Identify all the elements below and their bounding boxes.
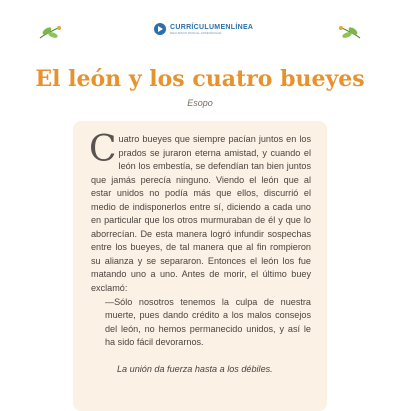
story-paragraph bbox=[89, 129, 311, 296]
drop-cap: C bbox=[89, 129, 117, 170]
story-card bbox=[73, 121, 327, 411]
story-moral: La unión da fuerza hasta a los débiles. bbox=[117, 363, 273, 374]
leaf-branch-icon bbox=[38, 24, 62, 40]
site-logo[interactable] bbox=[154, 23, 253, 35]
leaf-branch-icon bbox=[338, 24, 362, 40]
logo-text bbox=[170, 24, 253, 35]
story-author: Esopo bbox=[187, 98, 213, 108]
story-title: El león y los cuatro bueyes bbox=[35, 66, 365, 92]
logo-name: CURRÍCULUMENLÍNEA bbox=[170, 23, 254, 31]
play-circle-icon bbox=[154, 23, 166, 35]
story-dialog: —Sólo nosotros tenemos la culpa de nuestra muerte, pues dando crédito a los malos consejos del león, no hemos permanecido unidos, y así le ha sido fácil devorarnos. bbox=[105, 296, 311, 348]
story-body-text: uatro bueyes que siempre pacían juntos en los prados se juraron eterna amistad, y cuando el león los embestía, se defendían tan bien juntos que jamás perecía ninguno. Viendo el león que al estar unidos no podía más que ellos, discurrió el medio de indisponerlos entre sí, diciendo a cada uno en particular que los otros murmuraban de él y que lo aborrecían. De esta manera logró infundir sospechas entre los bueyes, de tal manera que al fin rompieron su alianza y se separaron. Entonces el león los fue matando uno a uno. Antes de morir, el último buey exclamó: bbox=[91, 134, 311, 294]
logo-tagline: RECURSOS PARA EL APRENDIZAJE bbox=[170, 30, 222, 35]
